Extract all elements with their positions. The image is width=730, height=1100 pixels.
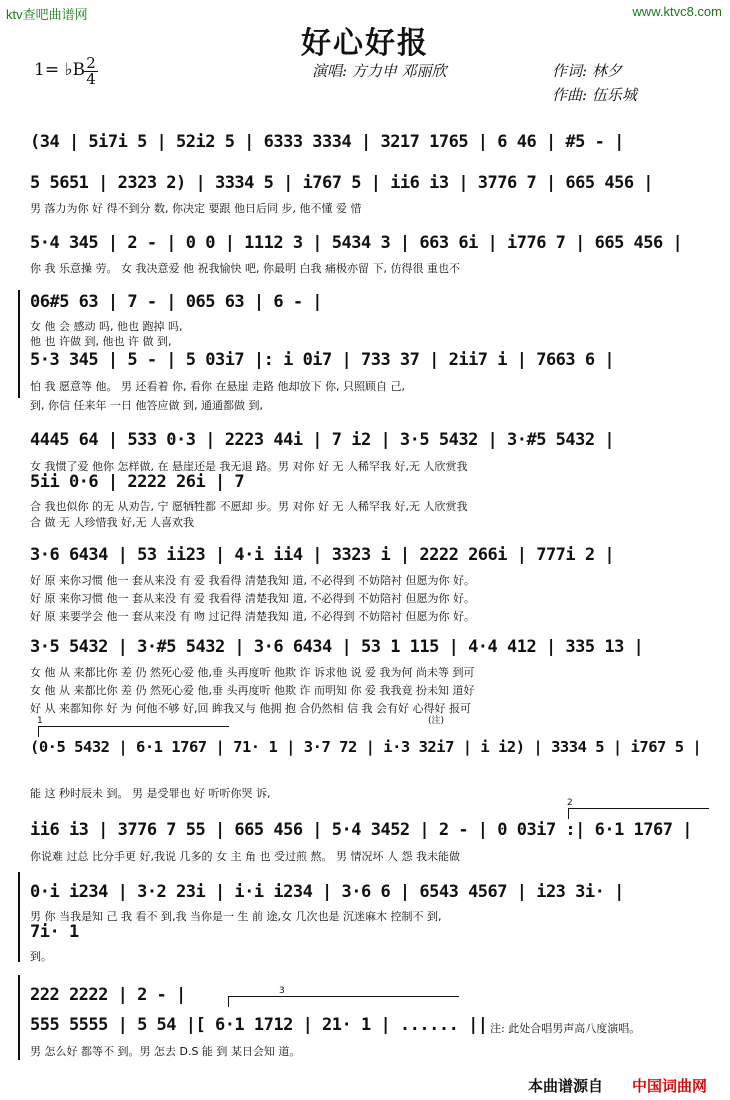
lyric-line: 你 我 乐意操 劳。 女 我决意爱 他 祝我愉快 吧, 你最明 白我 痛极亦留 下, 仿得很 重也不 (30, 262, 460, 275)
lyric-line: 好 原 来你习惯 他一 套从来没 有 爱 我看得 清楚我知 道, 不必得到 不妨陪衬 但愿为你 好。 (30, 574, 475, 587)
notation-row: 5ii 0·6 | 2222 26i | 7 (30, 472, 245, 492)
notation-row: ii6 i3 | 3776 7 55 | 665 456 | 5·4 3452 | 2 - | 0 03i7 :| 6·1 1767 | (30, 820, 692, 840)
notation-row: 06#5 63 | 7 - | 065 63 | 6 - | (30, 292, 323, 312)
volta-1: 1 (38, 726, 229, 737)
notation-row: 3·6 6434 | 53 ii23 | 4·i ii4 | 3323 i | 2222 266i | 777i 2 | (30, 545, 615, 565)
lyric-line: 男 怎么好 都等不 到。男 怎去 D.S 能 到 某日会知 道。 (30, 1045, 301, 1058)
lyric-line: 合 做 无 人珍惜我 好,无 人喜欢我 (30, 516, 194, 529)
notation-row: (34 | 5i7i 5 | 52i2 5 | 6333 3334 | 3217 1765 | 6 46 | #5 - | (30, 132, 624, 152)
triplet-bracket: 3 (228, 996, 459, 1007)
system-brace (18, 872, 20, 962)
song-title: 好心好报 (301, 26, 429, 61)
source-site: 中国词曲网 (632, 1077, 708, 1095)
lyric-line: 你说难 过总 比分手更 好,我说 几多的 女 主 角 也 受过煎 熬。 男 情况坏 人 怨 我未能做 (30, 850, 460, 863)
watermark-right: www.ktvc8.com (632, 4, 722, 19)
notation-row: 3·5 5432 | 3·#5 5432 | 3·6 6434 | 53 1 115 | 4·4 412 | 335 13 | (30, 637, 644, 657)
notation-row: (0·5 5432 | 6·1 1767 | 71· 1 | 3·7 72 | i·3 32i7 | i i2) | 3334 5 | i767 5 | (30, 738, 702, 756)
notation-row: 222 2222 | 2 - | (30, 985, 186, 1005)
composer: 作曲: 伍乐城 (552, 86, 637, 104)
system-brace (18, 975, 20, 1060)
notation-row: 5 5651 | 2323 2) | 3334 5 | i767 5 | ii6 i3 | 3776 7 | 665 456 | (30, 173, 654, 193)
notation-row: 5·4 345 | 2 - | 0 0 | 1112 3 | 5434 3 | 663 6i | i776 7 | 665 456 | (30, 233, 683, 253)
footnote-marker: (注) (428, 716, 445, 726)
system-brace (18, 290, 20, 398)
lyric-line: 女 他 会 感动 吗, 他也 跑掉 吗, (30, 320, 183, 333)
lyric-line: 好 原 来要学会 他一 套从来没 有 吻 过记得 清楚我知 道, 不必得到 不妨陪衬 但愿为你 好。 (30, 610, 475, 623)
lyric-line: 到, 你信 任来年 一日 他答应做 到, 通通都做 到, (30, 399, 263, 412)
lyric-line: 女 我惯了爱 他你 怎样做, 在 悬崖还是 我无退 路。男 对你 好 无 人稀罕我 好,无 人欣赏我 (30, 460, 468, 473)
notation-row: 4445 64 | 533 0·3 | 2223 44i | 7 i2 | 3·5 5432 | 3·#5 5432 | (30, 430, 615, 450)
lyric-line: 好 原 来你习惯 他一 套从来没 有 爱 我看得 清楚我知 道, 不必得到 不妨陪衬 但愿为你 好。 (30, 592, 475, 605)
lyric-line: 女 他 从 来都比你 差 仍 然死心爱 他,垂 头再度听 他欺 诈 诉求他 说 爱 我为何 尚未等 到可 (30, 666, 475, 679)
lyricist: 作词: 林夕 (552, 62, 622, 80)
time-signature-top: 2 (84, 56, 98, 72)
lyric-line: 他 也 许做 到, 他也 许 做 到, (30, 335, 172, 348)
time-signature-bottom: 4 (86, 70, 96, 88)
performers: 演唱: 方力申 邓丽欣 (312, 62, 447, 80)
lyric-line: 合 我也似你 的无 从劝告, 宁 愿牺牲都 不愿却 步。男 对你 好 无 人稀罕我 好,无 人欣赏我 (30, 500, 468, 513)
footnote: 注: 此处合唱男声高八度演唱。 (490, 1022, 641, 1035)
notation-row: 5·3 345 | 5 - | 5 03i7 |: i 0i7 | 733 37 | 2ii7 i | 7663 6 | (30, 350, 615, 370)
lyric-line: 到。 (30, 950, 52, 963)
watermark-left: ktv查吧曲谱网 (6, 7, 88, 22)
lyric-line: 男 你 当我是知 己 我 看不 到,我 当你是一 生 前 途,女 几次也是 沉迷麻木 控制不 到, (30, 910, 442, 923)
lyric-line: 能 这 秒时辰未 到。 男 是受罪也 好 听听你哭 诉, (30, 787, 271, 800)
notation-row: 555 5555 | 5 54 |[ 6·1 1712 | 21· 1 | ...... || (30, 1015, 488, 1035)
lyric-line: 好 从 来都知你 好 为 何他不够 好,回 眸我又与 他拥 抱 合仍然相 信 我 会有好 心得好 报可 (30, 702, 471, 715)
notation-row: 7i· 1 (30, 922, 79, 942)
lyric-line: 男 落力为你 好 得不到分 数, 你决定 要跟 他日后同 步, 他不懂 爱 惜 (30, 202, 362, 215)
volta-2: 2 (568, 808, 709, 819)
lyric-line: 女 他 从 来都比你 差 仍 然死心爱 他,垂 头再度听 他欺 诈 而明知 你 爱 我我竟 扮未知 道好 (30, 684, 475, 697)
key-signature: 1= ♭B (34, 60, 85, 80)
notation-row: 0·i i234 | 3·2 23i | i·i i234 | 3·6 6 | 6543 4567 | i23 3i· | (30, 882, 624, 902)
lyric-line: 怕 我 愿意等 他。 男 还看着 你, 看你 在悬崖 走路 他却放下 你, 只照顾自 己, (30, 380, 405, 393)
source-label: 本曲谱源自 (528, 1077, 604, 1095)
